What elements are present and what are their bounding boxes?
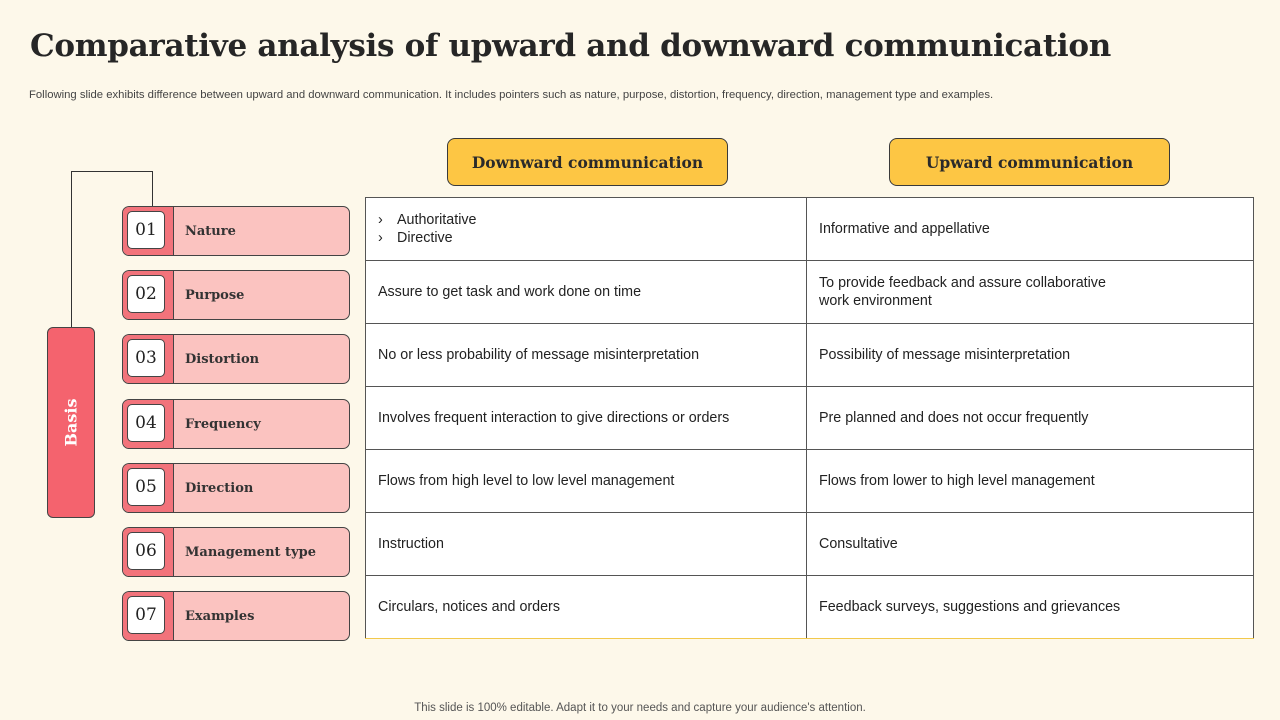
number-badge — [123, 592, 174, 640]
comparison-table — [365, 197, 1254, 639]
basis-item — [122, 463, 350, 513]
basis-box — [47, 327, 95, 518]
upward-cell: Flows from lower to high level management — [807, 450, 1254, 513]
basis-item — [122, 334, 350, 384]
downward-cell: Circulars, notices and orders — [366, 576, 807, 639]
item-number: 06 — [127, 532, 165, 570]
chevron-right-icon: › — [378, 212, 383, 228]
bullet-item — [378, 229, 794, 247]
table-row — [366, 450, 1254, 513]
downward-cell — [366, 198, 807, 261]
connector-line — [71, 171, 72, 328]
downward-cell: No or less probability of message misinterpretation — [366, 324, 807, 387]
downward-cell: Assure to get task and work done on time — [366, 261, 807, 324]
bullet-text: Directive — [397, 230, 453, 246]
item-label: Management type — [185, 544, 316, 560]
number-badge — [123, 464, 174, 512]
bullet-item — [378, 211, 794, 229]
item-number: 03 — [127, 339, 165, 377]
bullet-text: Authoritative — [397, 212, 477, 228]
slide-title: Comparative analysis of upward and downward communication — [30, 28, 1111, 64]
number-badge — [123, 335, 174, 383]
table-row — [366, 324, 1254, 387]
item-label: Distortion — [185, 351, 260, 367]
downward-cell: Instruction — [366, 513, 807, 576]
basis-item — [122, 206, 350, 256]
item-number: 02 — [127, 275, 165, 313]
number-badge — [123, 207, 174, 255]
basis-item — [122, 527, 350, 577]
item-label: Purpose — [185, 287, 245, 303]
upward-cell: Informative and appellative — [807, 198, 1254, 261]
upward-cell: Feedback surveys, suggestions and grievances — [807, 576, 1254, 639]
item-number: 07 — [127, 596, 165, 634]
table-row — [366, 387, 1254, 450]
slide-subtitle: Following slide exhibits difference between upward and downward communication. It includes pointers such as nature, purpose, distortion, frequency, direction, management type and examples. — [29, 89, 994, 101]
basis-item — [122, 591, 350, 641]
column-header-downward: Downward communication — [447, 138, 728, 186]
slide-footer: This slide is 100% editable. Adapt it to your needs and capture your audience's attention. — [414, 702, 866, 714]
downward-cell: Involves frequent interaction to give directions or orders — [366, 387, 807, 450]
number-badge — [123, 271, 174, 319]
chevron-right-icon: › — [378, 230, 383, 246]
table-row — [366, 513, 1254, 576]
upward-cell: Consultative — [807, 513, 1254, 576]
upward-cell: Possibility of message misinterpretation — [807, 324, 1254, 387]
basis-label: Basis — [61, 398, 81, 447]
item-label: Nature — [185, 223, 236, 239]
table-row — [366, 576, 1254, 639]
item-label: Frequency — [185, 416, 261, 432]
item-number: 05 — [127, 468, 165, 506]
upward-cell: To provide feedback and assure collaborative work environment — [807, 261, 1254, 324]
item-label: Direction — [185, 480, 254, 496]
table-row — [366, 198, 1254, 261]
table-row — [366, 261, 1254, 324]
column-header-upward: Upward communication — [889, 138, 1170, 186]
connector-line — [71, 171, 153, 172]
connector-line — [152, 171, 153, 206]
item-number: 01 — [127, 211, 165, 249]
item-label: Examples — [185, 608, 255, 624]
basis-item — [122, 270, 350, 320]
upward-cell: Pre planned and does not occur frequently — [807, 387, 1254, 450]
number-badge — [123, 400, 174, 448]
item-number: 04 — [127, 404, 165, 442]
basis-item — [122, 399, 350, 449]
number-badge — [123, 528, 174, 576]
downward-cell: Flows from high level to low level management — [366, 450, 807, 513]
